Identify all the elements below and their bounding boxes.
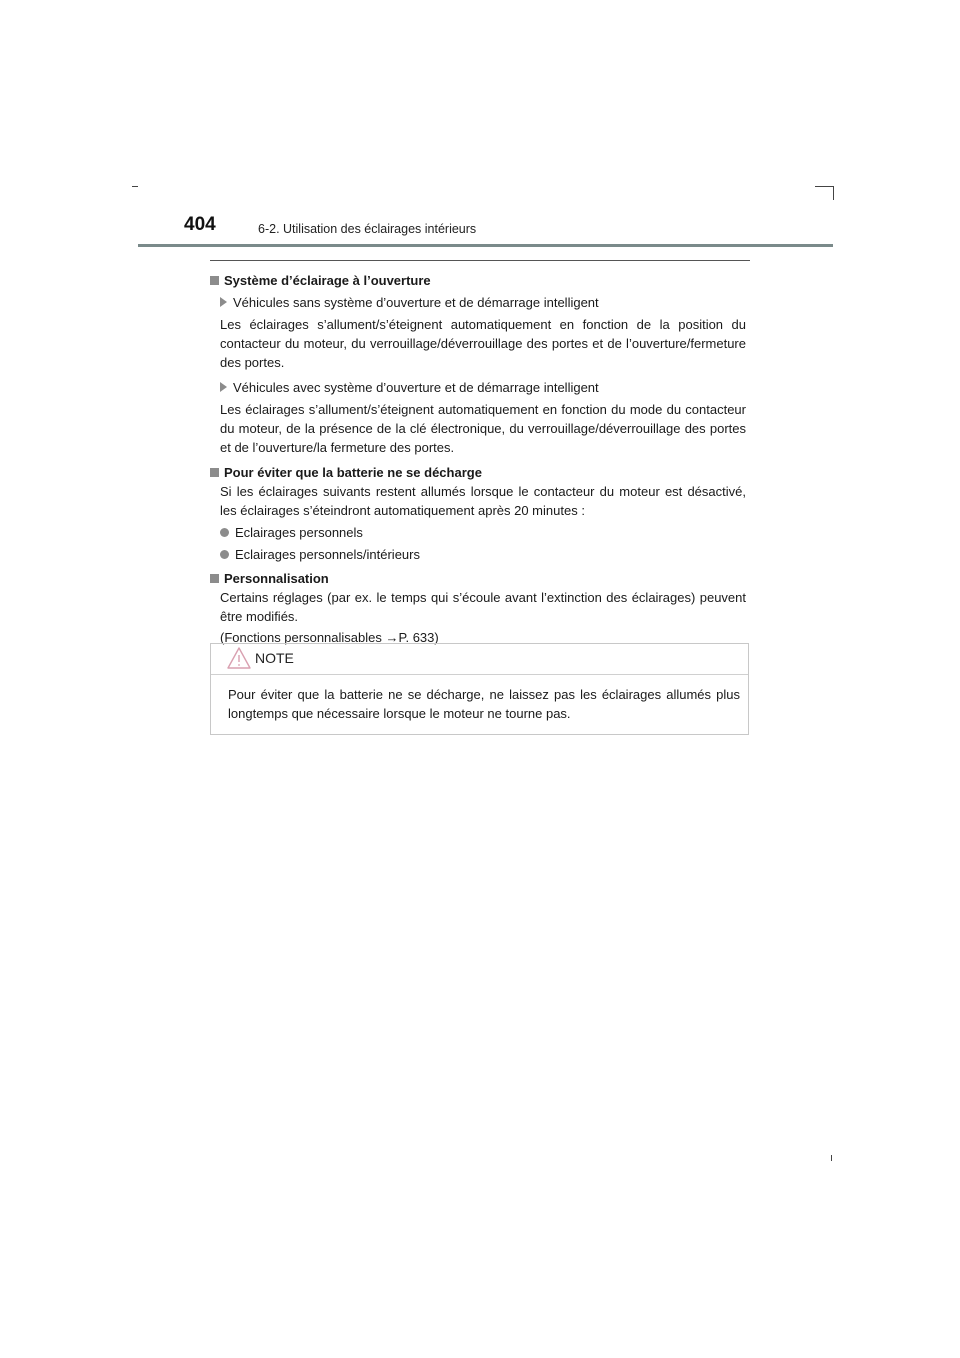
list-item-label: Eclairages personnels/intérieurs — [235, 547, 420, 562]
arrow-right-icon — [220, 297, 227, 307]
chapter-title: 6-2. Utilisation des éclairages intérieurs — [258, 222, 477, 236]
list-item — [220, 523, 746, 542]
sub-heading-label: Véhicules avec système d’ouverture et de démarrage intelligent — [233, 380, 599, 395]
crop-mark-bottom-right — [831, 1155, 832, 1161]
section-heading — [210, 271, 746, 290]
note-header — [211, 644, 748, 675]
warning-triangle-icon — [227, 646, 251, 670]
paragraph: Les éclairages s’allument/s’éteignent automatiquement en fonction de la position du contacteur du moteur, du verrouillage/déverrouillage des portes et de l’ouverture/fermeture des portes. — [220, 317, 746, 370]
paragraph: Certains réglages (par ex. le temps qui s’écoule avant l’extinction des éclairages) peuvent être modifiés. — [220, 590, 746, 624]
circle-bullet-icon — [220, 528, 229, 537]
note-text: Pour éviter que la batterie ne se décharge, ne laissez pas les éclairages allumés plus longtemps que nécessaire lorsque le moteur ne tourne pas. — [228, 687, 740, 721]
crop-mark-top-right-v — [833, 186, 834, 200]
sub-heading — [220, 378, 746, 397]
sub-heading-label: Véhicules sans système d’ouverture et de démarrage intelligent — [233, 295, 599, 310]
circle-bullet-icon — [220, 550, 229, 559]
main-content — [210, 267, 746, 649]
section-heading — [210, 569, 746, 588]
square-bullet-icon — [210, 468, 219, 477]
crop-mark-top-right-h — [815, 186, 834, 187]
list-item-label: Eclairages personnels — [235, 525, 363, 540]
sub-heading — [220, 293, 746, 312]
section-title: Pour éviter que la batterie ne se décharge — [224, 465, 482, 480]
section-top-rule — [210, 260, 750, 261]
square-bullet-icon — [210, 276, 219, 285]
cross-reference: (Fonctions personnalisables →P. 633) — [220, 630, 439, 645]
note-title: NOTE — [255, 650, 294, 666]
square-bullet-icon — [210, 574, 219, 583]
section-title: Système d’éclairage à l’ouverture — [224, 273, 431, 288]
page-number: 404 — [184, 214, 216, 235]
paragraph: Les éclairages s’allument/s’éteignent automatiquement en fonction du mode du contacteur du moteur, de la présence de la clé électronique, du verrouillage/déverrouillage des portes et de l’ouverture/la fermeture des portes. — [220, 402, 746, 455]
paragraph: Si les éclairages suivants restent allumés lorsque le contacteur du moteur est désactivé, les éclairages s’éteindront automatiquement après 20 minutes : — [220, 484, 746, 518]
arrow-right-icon — [220, 382, 227, 392]
crop-mark-top-left — [132, 186, 138, 187]
section-heading — [210, 463, 746, 482]
section-title: Personnalisation — [224, 571, 329, 586]
header-rule — [138, 244, 833, 247]
list-item — [220, 545, 746, 564]
note-box — [210, 643, 749, 735]
